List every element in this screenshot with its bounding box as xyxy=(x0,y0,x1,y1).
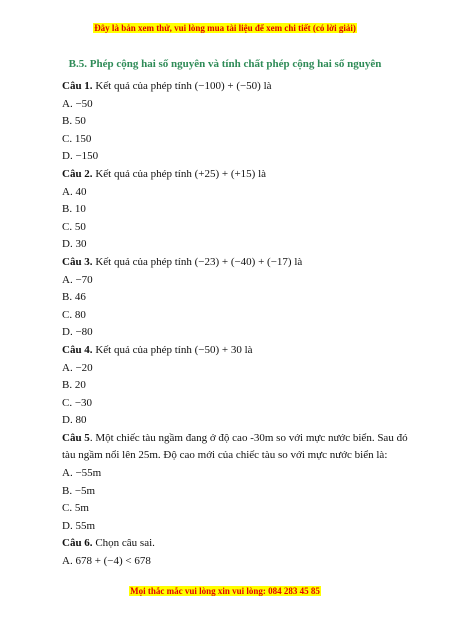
contact-banner xyxy=(0,586,450,596)
option-a: A. 40 xyxy=(62,185,87,198)
question-4 xyxy=(62,342,402,360)
question-label: Câu 3. xyxy=(62,255,93,268)
question-2 xyxy=(62,166,402,184)
question-label: Câu 6. xyxy=(62,537,93,550)
option-a: A. −20 xyxy=(62,361,93,374)
contact-text: Mọi thắc mắc vui lòng xin vui lòng: 084 283 45 85 xyxy=(130,586,320,596)
question-text: Kết quả của phép tính (−23) + (−40) + (−17) là xyxy=(92,255,303,268)
question-label: Câu 2. xyxy=(62,167,93,180)
preview-notice-banner xyxy=(0,23,450,33)
question-5 xyxy=(62,430,408,448)
option-d: D. 80 xyxy=(62,414,87,427)
option-a: A. −55m xyxy=(62,467,102,480)
question-label: Câu 1. xyxy=(62,80,93,92)
option-c: C. 50 xyxy=(62,220,86,233)
question-list xyxy=(62,78,408,571)
option-d: D. −80 xyxy=(62,326,93,339)
section-heading: B.5. Phép cộng hai số nguyên và tính chất phép cộng hai số nguyên xyxy=(68,58,382,70)
option-d: D. −150 xyxy=(62,150,99,163)
question-text: Chọn câu sai. xyxy=(92,537,155,550)
option-c: C. 150 xyxy=(62,132,92,145)
question-text: Kết quả của phép tính (+25) + (+15) là xyxy=(92,167,267,180)
question-text-continued: tàu ngầm nổi lên 25m. Độ cao mới của chiếc tàu so với mực nước biển là: xyxy=(62,449,388,462)
option-a: A. 678 + (−4) < 678 xyxy=(62,555,151,568)
option-a: A. −70 xyxy=(62,273,93,286)
question-3 xyxy=(62,254,402,272)
question-6 xyxy=(62,535,402,553)
option-c: C. 80 xyxy=(62,308,86,321)
option-b: B. −5m xyxy=(62,484,96,497)
question-text: . Một chiếc tàu ngầm đang ở độ cao -30m so với mực nước biển. Sau đó xyxy=(89,431,408,444)
question-label: Câu 5 xyxy=(62,431,90,444)
option-b: B. 50 xyxy=(62,115,86,128)
option-b: B. 20 xyxy=(62,379,86,392)
option-d: D. 55m xyxy=(62,519,95,532)
option-d: D. 30 xyxy=(62,238,87,251)
question-label: Câu 4. xyxy=(62,343,93,356)
preview-notice-text: Đây là bản xem thử, vui lòng mua tài liệu để xem chi tiết (có lời giải) xyxy=(94,23,356,33)
option-b: B. 46 xyxy=(62,291,86,304)
option-b: B. 10 xyxy=(62,203,86,216)
option-c: C. 5m xyxy=(62,502,89,515)
question-1 xyxy=(62,78,402,96)
option-c: C. −30 xyxy=(62,396,93,409)
question-text: Kết quả của phép tính (−50) + 30 là xyxy=(92,343,253,356)
question-text: Kết quả của phép tính (−100) + (−50) là xyxy=(92,80,272,92)
option-a: A. −50 xyxy=(62,97,93,110)
